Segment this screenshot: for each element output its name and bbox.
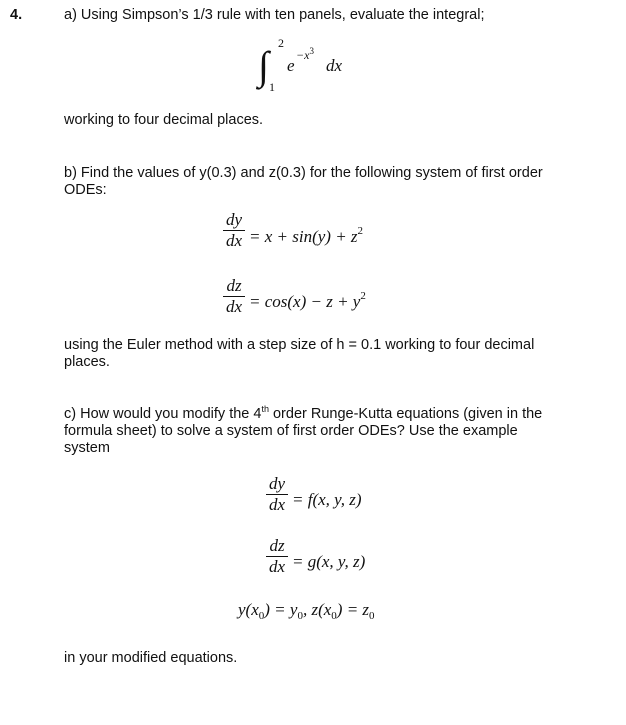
part-c-line2: formula sheet) to solve a system of first order ODEs? Use the example xyxy=(64,423,518,439)
part-c-line1: c) How would you modify the 4th order Runge-Kutta equations (given in the xyxy=(64,404,543,422)
part-c-line3: system xyxy=(64,440,110,456)
part-b-eq2-rhs: = $\cos(x) - z + y^2$ xyxy=(249,290,366,311)
part-c-eq1-rhs: = f(x, y, z) xyxy=(292,490,362,509)
integral-lower-limit: 1 xyxy=(269,80,275,94)
part-b-text-line2: ODEs: xyxy=(64,182,107,198)
integrand-base: e xyxy=(287,56,295,75)
part-b-after-line2: places. xyxy=(64,354,110,370)
integral-expression xyxy=(258,36,378,100)
integral-differential: dx xyxy=(326,56,343,75)
part-c-after-text: in your modified equations. xyxy=(64,650,238,666)
integral-upper-limit: 2 xyxy=(278,36,284,50)
part-c-eq2-rhs: = g(x, y, z) xyxy=(292,552,366,571)
question-number: 4. xyxy=(10,7,23,23)
part-a-after-text: working to four decimal places. xyxy=(64,112,264,128)
part-b-text-line1: b) Find the values of y(0.3) and z(0.3) for the following system of first order xyxy=(64,165,543,181)
integral-sign: ∫ xyxy=(258,43,269,88)
part-b-eq1-rhs: = $x + \sin(y) + z^2$ xyxy=(249,225,364,246)
part-b-eq2-fraction: dz dx xyxy=(223,277,245,316)
part-a-text: a) Using Simpson’s 1/3 rule with ten panels, evaluate the integral; xyxy=(64,7,485,23)
integrand-exponent: $-x^3$ xyxy=(296,46,314,62)
part-b-eq1-fraction: dy dx xyxy=(223,211,245,250)
initial-conditions: $y(x_0) = y_0$, $z(x_0) = z_0$ xyxy=(238,600,375,622)
part-c-eq2-fraction: dz dx xyxy=(266,537,288,576)
part-b-after-line1: using the Euler method with a step size of h = 0.1 working to four decimal xyxy=(64,337,535,353)
part-c-eq1-fraction: dy dx xyxy=(266,475,288,514)
